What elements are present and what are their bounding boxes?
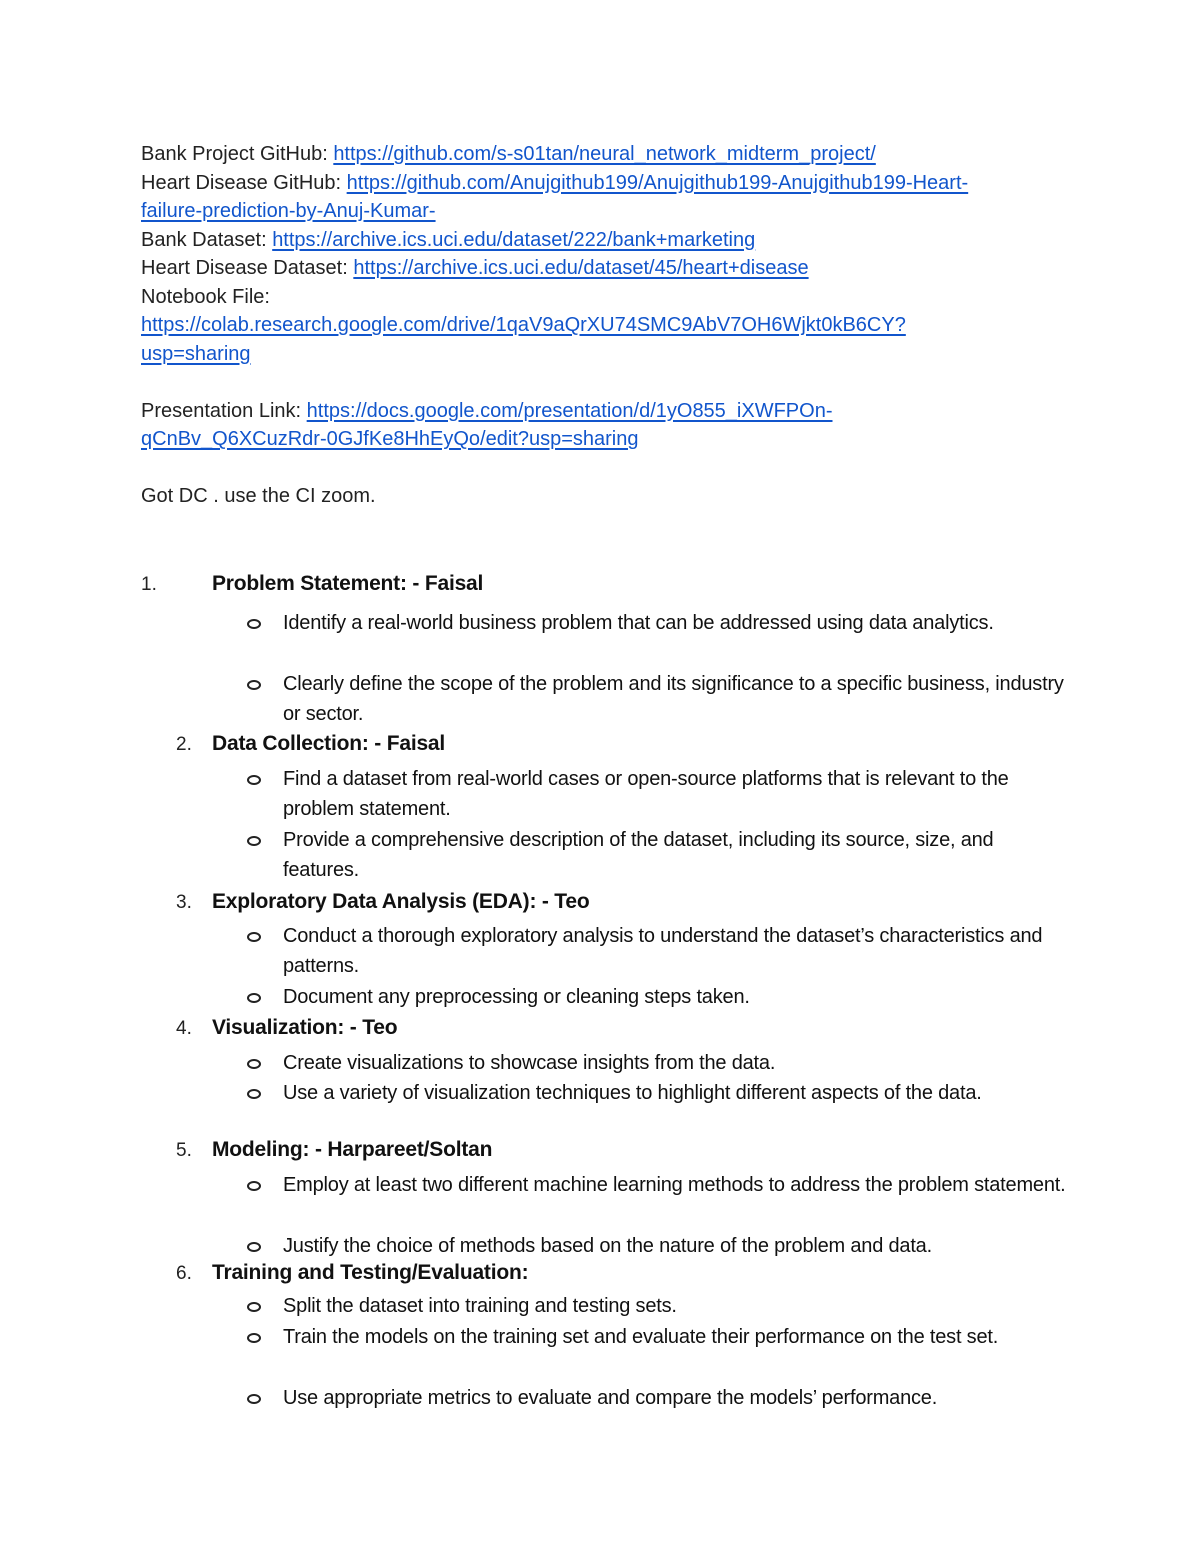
heart-github-link[interactable]: https://github.com/Anujgithub199/Anujgithub199-Anujgithub199-Heart- <box>346 171 969 194</box>
bullet-text: Find a dataset from real-world cases or open-source platforms that is relevant to the problem statement. <box>283 768 1009 820</box>
bullet-text: Clearly define the scope of the problem and its significance to a specific business, industry or sector. <box>283 673 1064 725</box>
hollow-circle-bullet-icon <box>247 1059 261 1069</box>
item-heading: Training and Testing/Evaluation: <box>212 1261 529 1284</box>
hollow-circle-bullet-icon <box>247 932 261 942</box>
heart-github-line <box>141 169 1061 198</box>
bank-github-line <box>141 140 1061 169</box>
item-number: 3. <box>176 892 192 913</box>
notebook-link-continued[interactable]: usp=sharing <box>141 342 251 365</box>
bullet-text: Use a variety of visualization techniques to highlight different aspects of the data. <box>283 1082 982 1104</box>
hollow-circle-bullet-icon <box>247 836 261 846</box>
item-number: 6. <box>176 1263 192 1284</box>
bank-dataset-label: Bank Dataset: <box>141 228 273 251</box>
hollow-circle-bullet-icon <box>247 1181 261 1191</box>
spacer <box>141 454 1061 483</box>
bullet-text: Employ at least two different machine learning methods to address the problem statement. <box>283 1174 1066 1196</box>
heart-github-line-2 <box>141 197 1061 226</box>
bank-github-label: Bank Project GitHub: <box>141 143 334 165</box>
bank-github-link[interactable]: https://github.com/s-s01tan/neural_network_midterm_project/ <box>333 143 876 165</box>
notebook-link[interactable]: https://colab.research.google.com/drive/1qaV9aQrXU74SMC9AbV7OH6Wjkt0kB6CY? <box>141 314 906 336</box>
hollow-circle-bullet-icon <box>247 775 261 785</box>
presentation-link[interactable]: https://docs.google.com/presentation/d/1yO855_iXWFPOn- <box>306 399 833 422</box>
heart-dataset-link[interactable]: https://archive.ics.uci.edu/dataset/45/heart+disease <box>353 257 809 279</box>
item-heading: Problem Statement: - Faisal <box>212 572 484 595</box>
bullet-text: Provide a comprehensive description of the dataset, including its source, size, and features. <box>283 829 994 881</box>
bullet-text: Document any preprocessing or cleaning steps taken. <box>283 986 750 1008</box>
bank-dataset-link[interactable]: https://archive.ics.uci.edu/dataset/222/bank+marketing <box>272 228 756 251</box>
heart-dataset-label: Heart Disease Dataset: <box>141 257 354 279</box>
bullet-text: Create visualizations to showcase insights from the data. <box>283 1052 776 1074</box>
hollow-circle-bullet-icon <box>247 1394 261 1404</box>
hollow-circle-bullet-icon <box>247 1242 261 1252</box>
bank-dataset-line <box>141 226 1061 255</box>
presentation-line <box>141 397 1061 426</box>
hollow-circle-bullet-icon <box>247 1302 261 1312</box>
bullet-text: Identify a real-world business problem that can be addressed using data analytics. <box>283 612 994 634</box>
presentation-label: Presentation Link: <box>141 399 307 422</box>
presentation-link-continued[interactable]: qCnBv_Q6XCuzRdr-0GJfKe8HhEyQo/edit?usp=sharing <box>141 428 639 450</box>
heart-github-label: Heart Disease GitHub: <box>141 171 347 194</box>
bullet-text: Split the dataset into training and testing sets. <box>283 1295 677 1317</box>
bullet-text: Use appropriate metrics to evaluate and compare the models’ performance. <box>283 1387 938 1409</box>
hollow-circle-bullet-icon <box>247 619 261 629</box>
hollow-circle-bullet-icon <box>247 993 261 1003</box>
bullet-text: Conduct a thorough exploratory analysis to understand the dataset’s characteristics and patterns. <box>283 925 1043 977</box>
notebook-label: Notebook File: <box>141 285 270 308</box>
bullet-text: Train the models on the training set and evaluate their performance on the test set. <box>283 1326 999 1348</box>
item-heading: Exploratory Data Analysis (EDA): - Teo <box>212 890 590 913</box>
links-section <box>141 140 1061 511</box>
spacer <box>141 368 1061 397</box>
notebook-line-2 <box>141 340 1061 369</box>
item-heading: Visualization: - Teo <box>212 1016 398 1039</box>
item-heading: Modeling: - Harpareet/Soltan <box>212 1138 493 1161</box>
item-number: 5. <box>176 1140 192 1161</box>
hollow-circle-bullet-icon <box>247 680 261 690</box>
hollow-circle-bullet-icon <box>247 1089 261 1099</box>
item-heading: Data Collection: - Faisal <box>212 732 446 755</box>
bullet-text: Justify the choice of methods based on the nature of the problem and data. <box>283 1235 932 1257</box>
item-number: 1. <box>141 574 157 595</box>
presentation-line-2 <box>141 425 1061 454</box>
hollow-circle-bullet-icon <box>247 1333 261 1343</box>
item-number: 2. <box>176 734 192 755</box>
note-text: Got DC . use the CI zoom. <box>141 485 376 507</box>
notebook-line <box>141 311 1061 340</box>
heart-github-link-continued[interactable]: failure-prediction-by-Anuj-Kumar- <box>141 200 436 222</box>
item-number: 4. <box>176 1018 192 1039</box>
heart-dataset-line <box>141 254 1061 283</box>
